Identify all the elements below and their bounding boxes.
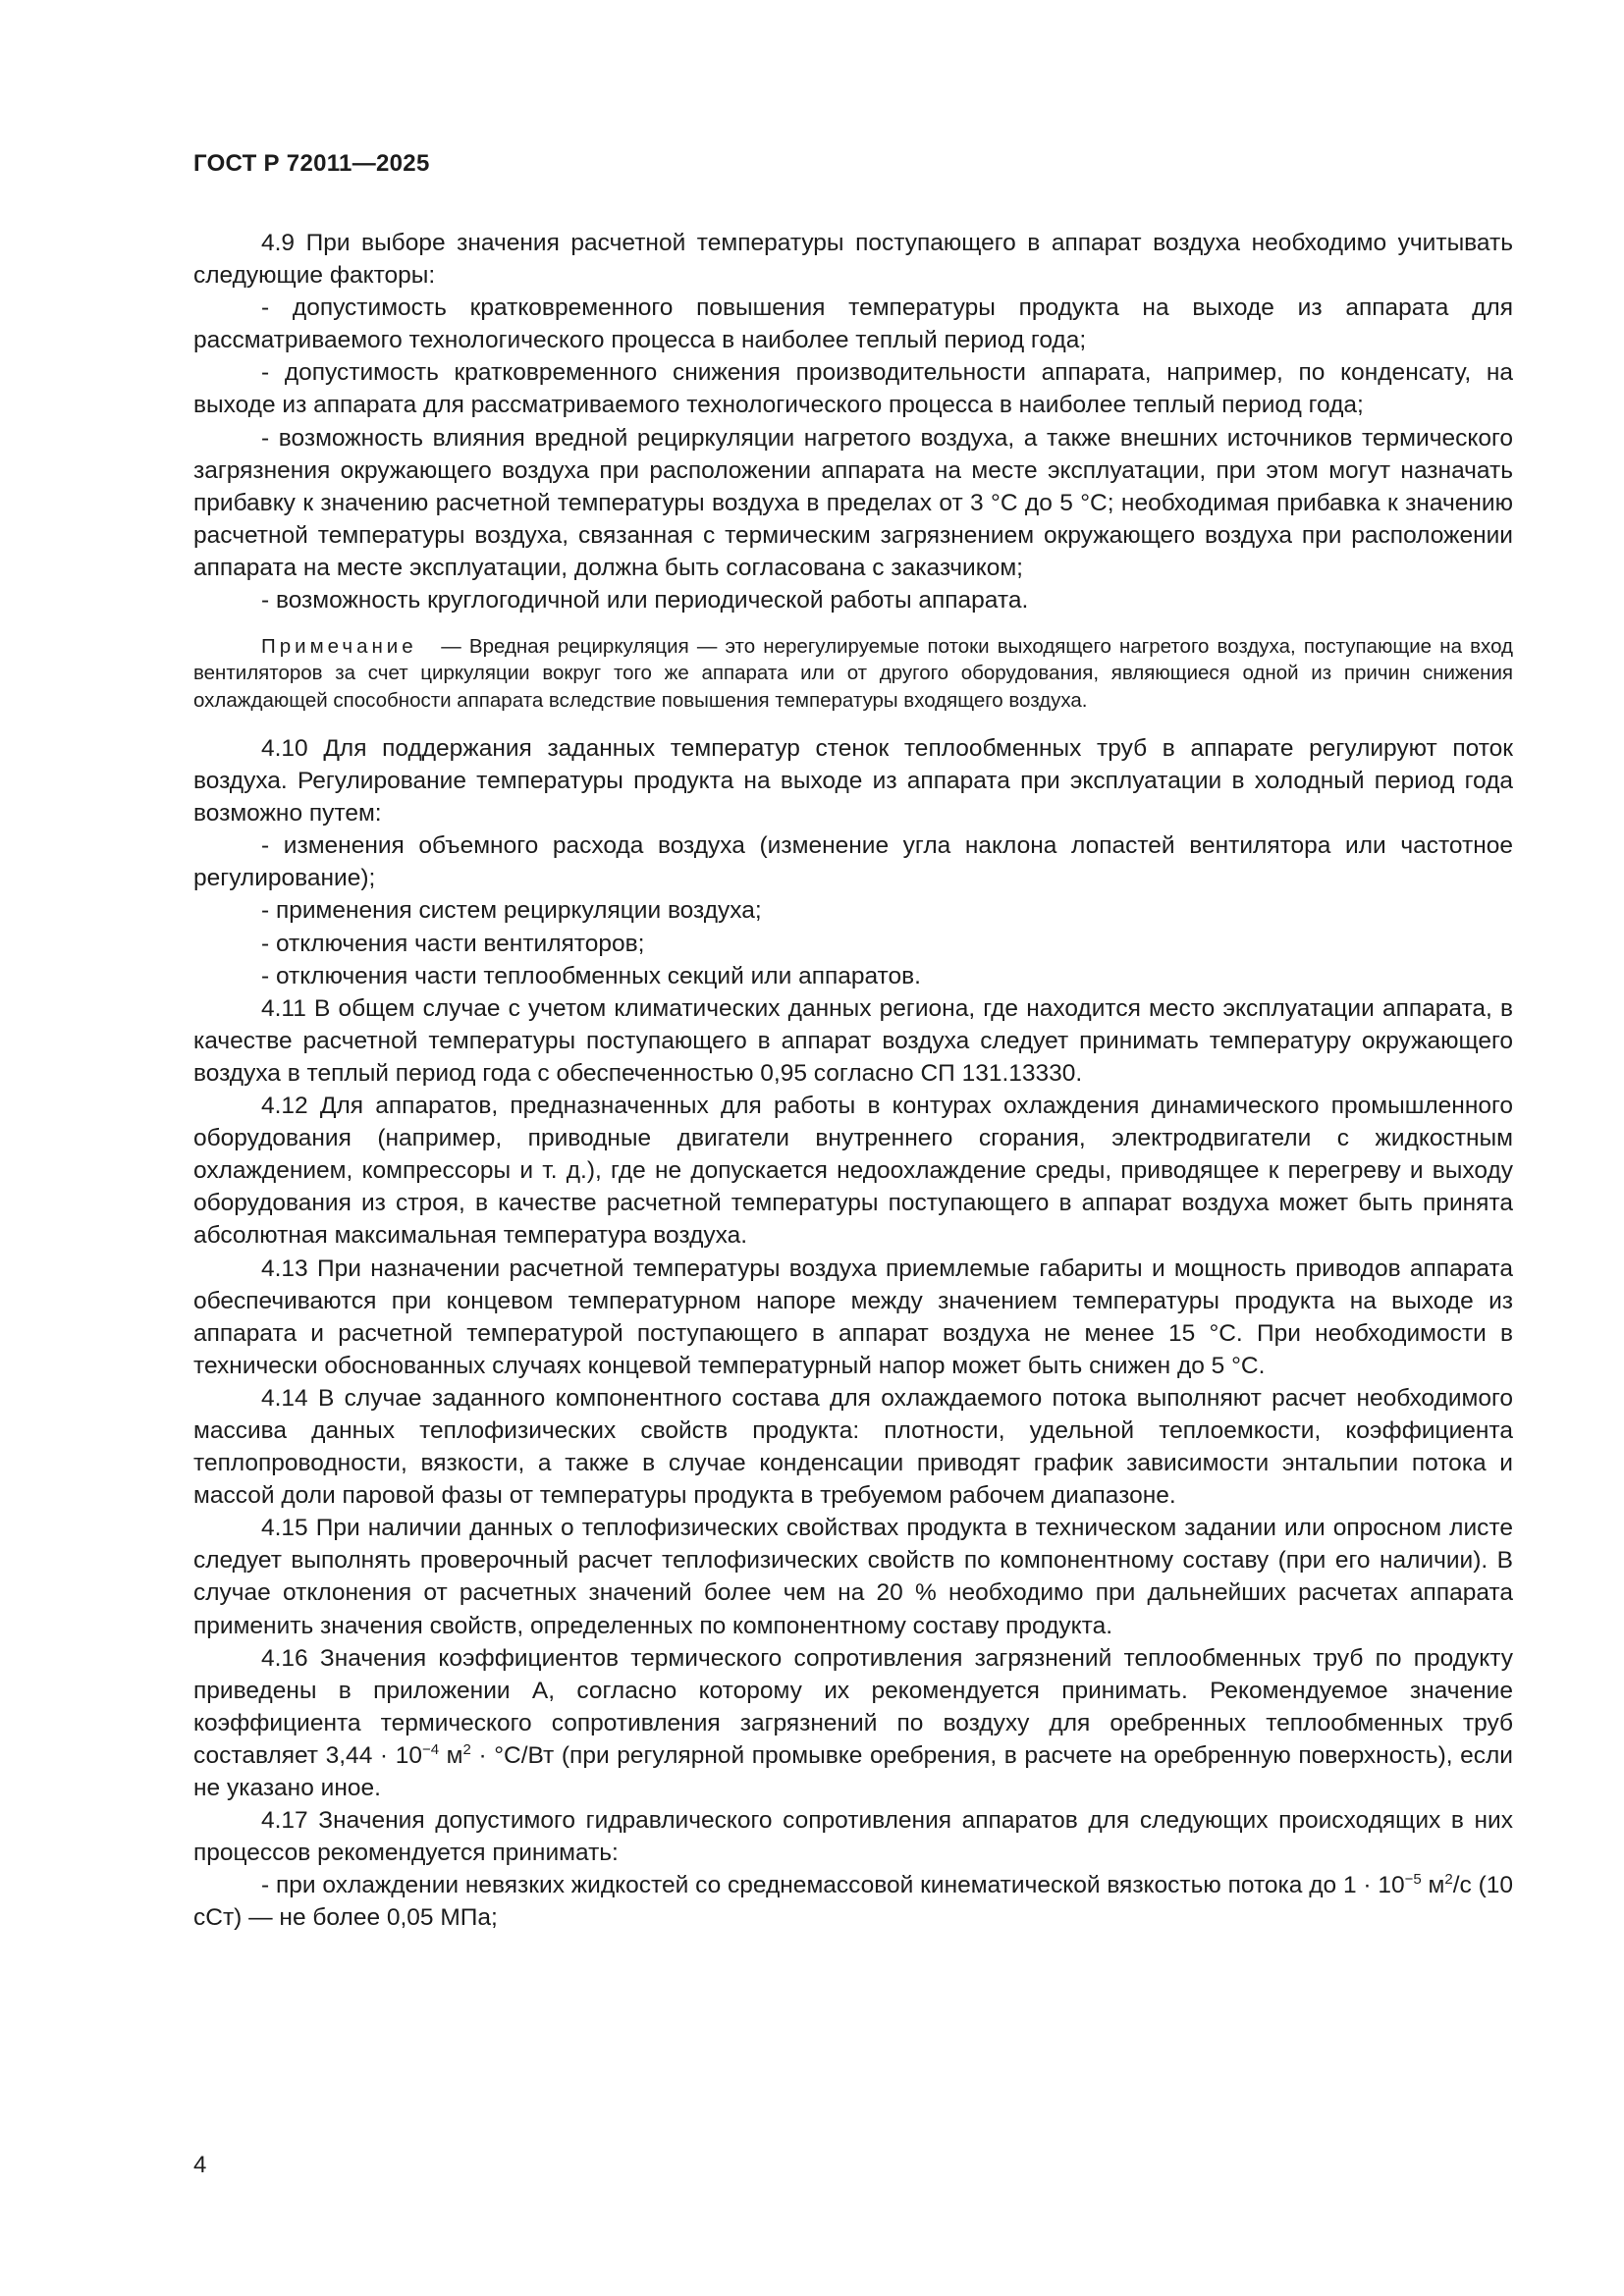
paragraph-4-14: 4.14 В случае заданного компонентного состава для охлаждаемого потока выполняют расчет необходимого массива данных теплофизических свойств продукта: плотности, удельной теплоемкости, коэффициента теплопроводности, вязкости, а также в случае конденсации приводят график зависимости энтальпии потока и массой доли паровой фазы от температуры продукта в требуемом рабочем диапазоне.	[193, 1384, 1513, 1510]
paragraph-4-11: 4.11 В общем случае с учетом климатических данных региона, где находится место эксплуатации аппарата, в качестве расчетной температуры поступающего в аппарат воздуха следует принимать температуру окружающего воздуха в теплый период года с обеспеченностью 0,95 согласно СП 131.13330.	[193, 994, 1513, 1087]
list-item-4-10-4: - отключения части теплообменных секций или аппаратов.	[261, 962, 921, 989]
superscript: 2	[462, 1740, 471, 1758]
text-fragment: /с (10 сСт) — не более 0,05 МПа;	[193, 1872, 1513, 1932]
note-block	[193, 633, 1513, 714]
list-item-4-9-1: - допустимость кратковременного повышения температуры продукта на выходе из аппарата для рассматриваемого технологического процесса в наиболее теплый период года;	[193, 294, 1513, 354]
superscript: 2	[1444, 1871, 1453, 1889]
note-label: Примечание	[261, 635, 417, 659]
paragraph-4-9: 4.9 При выборе значения расчетной температуры поступающего в аппарат воздуха необходимо учитывать следующие факторы:	[193, 230, 1513, 290]
document-header: ГОСТ Р 72011—2025	[193, 150, 430, 177]
text-fragment: · °С/Вт (при регулярной промывке оребрения, в расчете на оребренную поверхность), если не указано иное.	[193, 1741, 1513, 1802]
text-fragment: м	[439, 1741, 463, 1769]
list-item-4-9-4: - возможность круглогодичной или периодической работы аппарата.	[261, 587, 1029, 614]
list-item-4-17-1	[193, 1869, 1513, 1934]
list-item-4-10-1: - изменения объемного расхода воздуха (изменение угла наклона лопастей вентилятора или частотное регулирование);	[193, 832, 1513, 892]
page-number: 4	[193, 2152, 207, 2178]
paragraph-4-17: 4.17 Значения допустимого гидравлического сопротивления аппаратов для следующих происходящих в них процессов рекомендуется принимать:	[193, 1807, 1513, 1867]
text-fragment: м	[1421, 1872, 1445, 1899]
superscript: −5	[1404, 1871, 1422, 1889]
list-item-4-9-2: - допустимость кратковременного снижения производительности аппарата, например, по конденсату, на выходе из аппарата для рассматриваемого технологического процесса в наиболее теплый период года;	[193, 359, 1513, 419]
note-text: — Вредная рециркуляция — это нерегулируемые потоки выходящего нагретого воздуха, поступающие на вход вентиляторов за счет циркуляции вокруг того же аппарата или от другого оборудования, являющиеся одной из причин снижения охлаждающей способности аппарата вследствие повышения температуры входящего воздуха.	[193, 635, 1513, 712]
paragraph-4-12: 4.12 Для аппаратов, предназначенных для работы в контурах охлаждения динамического промышленного оборудования (например, приводные двигатели внутреннего сгорания, электродвигатели с жидкостным охлаждением, компрессоры и т. д.), где не допускается недоохлаждение среды, приводящее к перегреву и выходу оборудования из строя, в качестве расчетной температуры поступающего в аппарат воздуха может быть принята абсолютная максимальная температура воздуха.	[193, 1093, 1513, 1250]
list-item-4-10-2: - применения систем рециркуляции воздуха;	[261, 897, 762, 925]
document-body	[193, 227, 1513, 1934]
paragraph-4-13: 4.13 При назначении расчетной температуры воздуха приемлемые габариты и мощность приводов аппарата обеспечиваются при концевом температурном напоре между значением температуры продукта на выходе из аппарата и расчетной температурой поступающего в аппарат воздуха не менее 15 °С. При необходимости в технически обоснованных случаях концевой температурный напор может быть снижен до 5 °С.	[193, 1255, 1513, 1379]
superscript: −4	[421, 1740, 440, 1758]
paragraph-4-16	[193, 1642, 1513, 1804]
paragraph-4-10: 4.10 Для поддержания заданных температур стенок теплообменных труб в аппарате регулируют поток воздуха. Регулирование температуры продукта на выходе из аппарата при эксплуатации в холодный период года возможно путем:	[193, 735, 1513, 828]
text-fragment: 4.16 Значения коэффициентов термического сопротивления загрязнений теплообменных труб по продукту приведены в приложении А, согласно которому их рекомендуется принимать. Рекомендуемое значение коэффициента термического сопротивления загрязнений по воздуху для оребренных теплообменных труб составляет 3,44 · 10	[193, 1644, 1513, 1769]
list-item-4-9-3: - возможность влияния вредной рециркуляции нагретого воздуха, а также внешних источников термического загрязнения окружающего воздуха при расположении аппарата на месте эксплуатации, при этом могут назначать прибавку к значению расчетной температуры воздуха в пределах от 3 °С до 5 °С; необходимая прибавка к значению расчетной температуры воздуха, связанная с термическим загрязнением окружающего воздуха при расположении аппарата на месте эксплуатации, должна быть согласована с заказчиком;	[193, 424, 1513, 581]
text-fragment: - при охлаждении невязких жидкостей со среднемассовой кинематической вязкостью потока до 1 · 10	[261, 1872, 1405, 1899]
list-item-4-10-3: - отключения части вентиляторов;	[261, 930, 645, 957]
paragraph-4-15: 4.15 При наличии данных о теплофизических свойствах продукта в техническом задании или опросном листе следует выполнять проверочный расчет теплофизических свойств по компонентному составу (при его наличии). В случае отклонения от расчетных значений более чем на 20 % необходимо при дальнейших расчетах аппарата применить значения свойств, определенных по компонентному составу продукта.	[193, 1515, 1513, 1639]
